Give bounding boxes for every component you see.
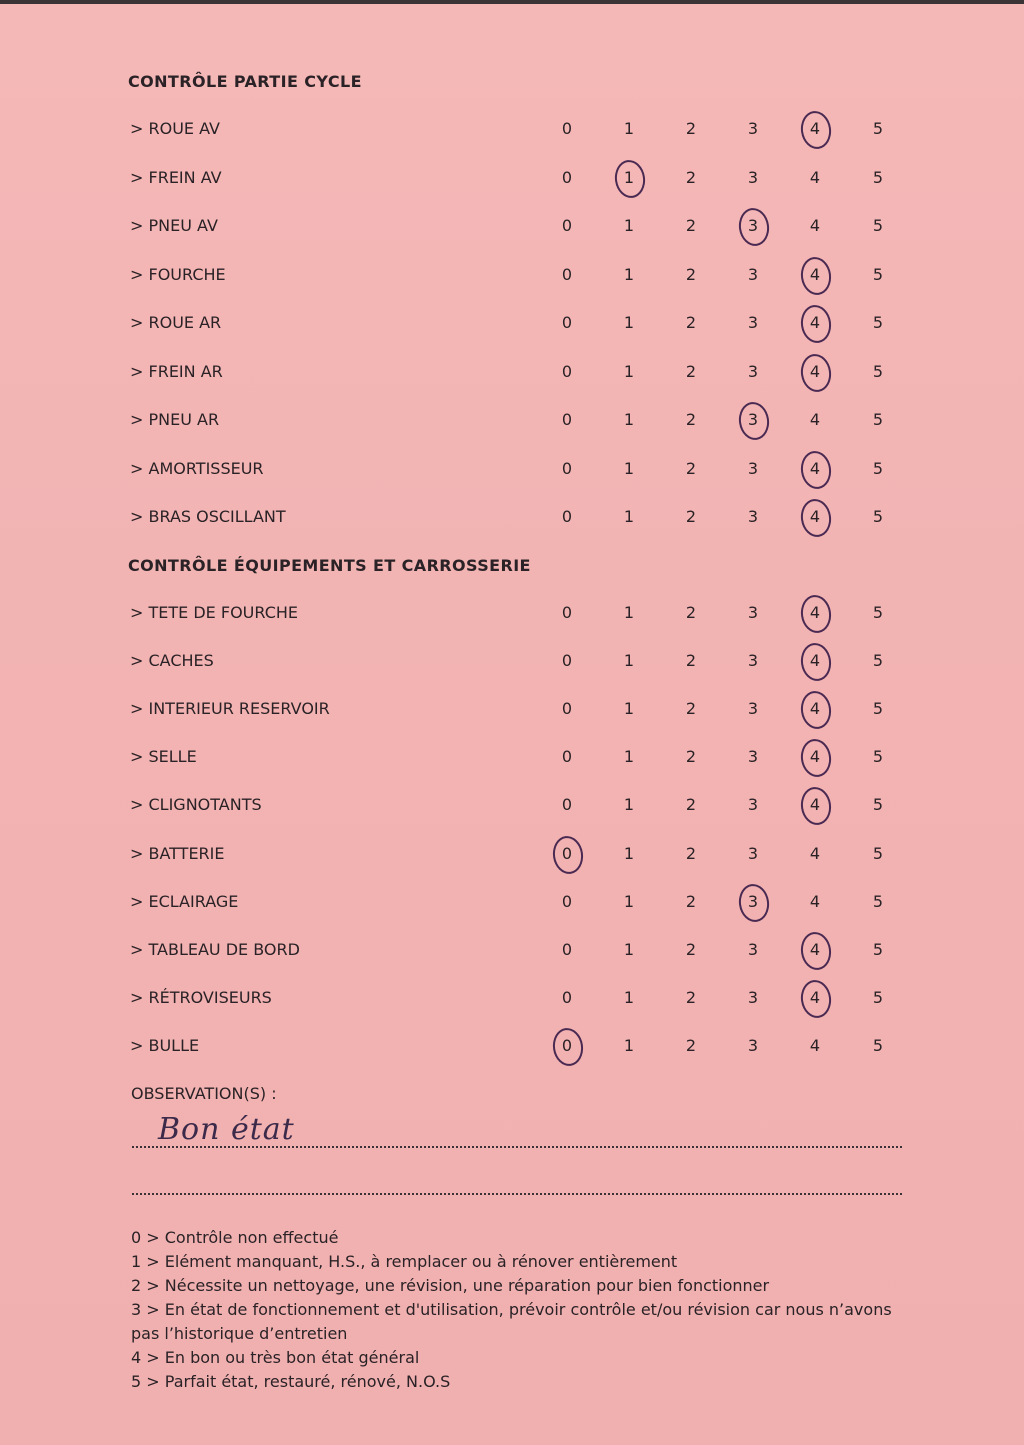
rating-row-label: > INTERIEUR RESERVOIR xyxy=(130,699,330,719)
rating-row-label: > BRAS OSCILLANT xyxy=(130,507,286,526)
rating-option-5[interactable] xyxy=(863,114,893,144)
rating-option-2[interactable] xyxy=(676,935,706,965)
rating-option-value: 2 xyxy=(685,795,697,815)
rating-option-0[interactable] xyxy=(552,308,582,338)
rating-option-5[interactable] xyxy=(863,694,893,724)
rating-option-value: 3 xyxy=(747,264,759,284)
rating-option-3[interactable] xyxy=(738,163,768,193)
rating-option-value: 1 xyxy=(623,987,635,1007)
rating-option-3[interactable] xyxy=(738,839,768,869)
rating-option-value: 3 xyxy=(747,216,759,235)
rating-option-1[interactable] xyxy=(614,405,644,435)
rating-option-1[interactable] xyxy=(614,983,644,1013)
rating-row-label: > PNEU AR xyxy=(130,410,220,429)
rating-row xyxy=(0,260,1024,290)
rating-option-value: 3 xyxy=(747,651,759,671)
rating-option-0[interactable] xyxy=(552,454,582,484)
rating-option-value: 2 xyxy=(685,410,697,429)
rating-option-2[interactable] xyxy=(676,114,706,144)
rating-option-value: 1 xyxy=(623,795,635,815)
rating-option-value: 1 xyxy=(623,458,635,478)
rating-row xyxy=(0,694,1024,724)
rating-option-value: 4 xyxy=(809,264,821,284)
rating-option-value: 2 xyxy=(685,507,697,526)
rating-option-4[interactable] xyxy=(800,114,830,144)
rating-option-5[interactable] xyxy=(863,935,893,965)
rating-option-value: 5 xyxy=(872,843,884,863)
rating-option-1[interactable] xyxy=(614,742,644,772)
rating-option-value: 2 xyxy=(685,939,697,959)
rating-row-label: > PNEU AV xyxy=(130,216,218,235)
rating-option-value: 1 xyxy=(623,167,635,187)
rating-option-value: 5 xyxy=(872,987,884,1007)
rating-option-3[interactable] xyxy=(738,935,768,965)
rating-row xyxy=(0,598,1024,628)
rating-option-value: 2 xyxy=(685,651,697,671)
rating-option-value: 5 xyxy=(872,891,884,911)
rating-option-3[interactable] xyxy=(738,983,768,1013)
rating-option-value: 2 xyxy=(685,891,697,911)
rating-option-2[interactable] xyxy=(676,454,706,484)
rating-row-label: > TETE DE FOURCHE xyxy=(130,603,298,622)
rating-option-value: 5 xyxy=(872,361,884,381)
rating-row-label: > ECLAIRAGE xyxy=(130,891,239,911)
rating-row-label: > ROUE AV xyxy=(130,119,220,138)
rating-option-0[interactable] xyxy=(552,935,582,965)
rating-option-value: 3 xyxy=(747,507,759,526)
rating-option-value: 2 xyxy=(685,747,697,767)
rating-option-1[interactable] xyxy=(614,887,644,917)
rating-option-2[interactable] xyxy=(676,598,706,628)
rating-option-4[interactable] xyxy=(800,694,830,724)
rating-option-value: 5 xyxy=(872,313,884,332)
rating-option-3[interactable] xyxy=(738,887,768,917)
rating-option-value: 2 xyxy=(685,361,697,381)
rating-option-2[interactable] xyxy=(676,1031,706,1061)
rating-option-5[interactable] xyxy=(863,839,893,869)
rating-option-1[interactable] xyxy=(614,935,644,965)
rating-option-2[interactable] xyxy=(676,790,706,820)
rating-option-value: 1 xyxy=(623,891,635,911)
rating-option-value: 2 xyxy=(685,987,697,1007)
rating-option-5[interactable] xyxy=(863,502,893,532)
section-title-equipment: CONTRÔLE ÉQUIPEMENTS ET CARROSSERIE xyxy=(128,556,531,575)
rating-row xyxy=(0,1031,1024,1061)
rating-option-value: 5 xyxy=(872,264,884,284)
rating-legend xyxy=(131,1226,911,1394)
rating-option-value: 4 xyxy=(809,458,821,478)
rating-option-4[interactable] xyxy=(800,405,830,435)
rating-option-value: 4 xyxy=(809,216,821,235)
rating-option-5[interactable] xyxy=(863,790,893,820)
rating-option-3[interactable] xyxy=(738,211,768,241)
rating-option-value: 3 xyxy=(747,603,759,622)
rating-option-2[interactable] xyxy=(676,502,706,532)
rating-option-value: 1 xyxy=(623,699,635,719)
rating-option-value: 3 xyxy=(747,891,759,911)
rating-option-4[interactable] xyxy=(800,935,830,965)
rating-option-2[interactable] xyxy=(676,211,706,241)
rating-row xyxy=(0,935,1024,965)
legend-item: 3 > En état de fonctionnement et d'utilisation, prévoir contrôle et/ou révision car nous n’avons pas l’historique d’entretien xyxy=(131,1300,892,1343)
rating-option-value: 4 xyxy=(809,313,821,332)
rating-option-3[interactable] xyxy=(738,114,768,144)
rating-option-value: 3 xyxy=(747,747,759,767)
rating-row-label: > AMORTISSEUR xyxy=(130,458,264,478)
rating-option-2[interactable] xyxy=(676,163,706,193)
rating-option-3[interactable] xyxy=(738,646,768,676)
rating-option-2[interactable] xyxy=(676,742,706,772)
rating-row-label: > CACHES xyxy=(130,651,214,671)
rating-option-value: 1 xyxy=(623,361,635,381)
rating-option-value: 3 xyxy=(747,795,759,815)
rating-option-value: 4 xyxy=(809,167,821,187)
rating-option-value: 4 xyxy=(809,843,821,863)
rating-option-value: 0 xyxy=(561,264,573,284)
rating-option-5[interactable] xyxy=(863,260,893,290)
rating-option-3[interactable] xyxy=(738,502,768,532)
rating-option-value: 0 xyxy=(561,747,573,767)
rating-option-3[interactable] xyxy=(738,405,768,435)
rating-option-3[interactable] xyxy=(738,790,768,820)
rating-row xyxy=(0,790,1024,820)
rating-option-5[interactable] xyxy=(863,357,893,387)
rating-option-value: 2 xyxy=(685,699,697,719)
rating-option-1[interactable] xyxy=(614,502,644,532)
rating-option-value: 5 xyxy=(872,747,884,767)
rating-option-value: 0 xyxy=(561,795,573,815)
rating-option-value: 4 xyxy=(809,795,821,815)
rating-option-value: 3 xyxy=(747,361,759,381)
rating-option-0[interactable] xyxy=(552,983,582,1013)
rating-row xyxy=(0,887,1024,917)
rating-row-label: > CLIGNOTANTS xyxy=(130,795,262,815)
rating-option-5[interactable] xyxy=(863,308,893,338)
rating-option-3[interactable] xyxy=(738,694,768,724)
rating-option-4[interactable] xyxy=(800,742,830,772)
rating-option-0[interactable] xyxy=(552,598,582,628)
rating-row xyxy=(0,983,1024,1013)
rating-option-2[interactable] xyxy=(676,646,706,676)
rating-option-value: 2 xyxy=(685,313,697,332)
rating-option-2[interactable] xyxy=(676,839,706,869)
rating-option-3[interactable] xyxy=(738,742,768,772)
rating-option-value: 0 xyxy=(561,603,573,622)
observations-handwritten-text: Bon état xyxy=(158,1112,295,1147)
rating-option-4[interactable] xyxy=(800,839,830,869)
rating-option-value: 5 xyxy=(872,507,884,526)
rating-option-4[interactable] xyxy=(800,308,830,338)
rating-option-value: 0 xyxy=(561,167,573,187)
rating-option-5[interactable] xyxy=(863,1031,893,1061)
legend-item: 4 > En bon ou très bon état général xyxy=(131,1348,420,1367)
rating-row-label: > FREIN AR xyxy=(130,361,223,381)
legend-item: 2 > Nécessite un nettoyage, une révision, une réparation pour bien fonctionner xyxy=(131,1276,770,1295)
rating-option-value: 2 xyxy=(685,843,697,863)
rating-option-value: 2 xyxy=(685,119,697,138)
rating-option-5[interactable] xyxy=(863,742,893,772)
rating-option-value: 0 xyxy=(561,313,573,332)
rating-option-4[interactable] xyxy=(800,983,830,1013)
rating-option-3[interactable] xyxy=(738,308,768,338)
rating-option-value: 4 xyxy=(809,987,821,1007)
rating-option-5[interactable] xyxy=(863,887,893,917)
rating-option-5[interactable] xyxy=(863,983,893,1013)
rating-option-4[interactable] xyxy=(800,260,830,290)
rating-option-value: 0 xyxy=(561,119,573,138)
rating-option-value: 0 xyxy=(561,699,573,719)
rating-option-2[interactable] xyxy=(676,357,706,387)
rating-option-0[interactable] xyxy=(552,887,582,917)
rating-option-3[interactable] xyxy=(738,454,768,484)
rating-row-label: > BULLE xyxy=(130,1035,200,1055)
rating-option-value: 3 xyxy=(747,843,759,863)
rating-option-4[interactable] xyxy=(800,357,830,387)
rating-row-label: > BATTERIE xyxy=(130,843,225,863)
rating-option-2[interactable] xyxy=(676,694,706,724)
rating-option-4[interactable] xyxy=(800,211,830,241)
rating-option-4[interactable] xyxy=(800,163,830,193)
rating-option-1[interactable] xyxy=(614,1031,644,1061)
rating-option-3[interactable] xyxy=(738,357,768,387)
rating-option-value: 0 xyxy=(561,361,573,381)
legend-item: 5 > Parfait état, restauré, rénové, N.O.S xyxy=(131,1372,451,1391)
rating-option-0[interactable] xyxy=(552,357,582,387)
rating-option-0[interactable] xyxy=(552,742,582,772)
rating-option-5[interactable] xyxy=(863,405,893,435)
rating-option-value: 2 xyxy=(685,216,697,235)
rating-option-1[interactable] xyxy=(614,694,644,724)
rating-option-1[interactable] xyxy=(614,598,644,628)
rating-option-value: 1 xyxy=(623,264,635,284)
rating-option-1[interactable] xyxy=(614,211,644,241)
rating-option-value: 4 xyxy=(809,361,821,381)
rating-option-value: 3 xyxy=(747,1035,759,1055)
rating-row xyxy=(0,357,1024,387)
rating-option-0[interactable] xyxy=(552,114,582,144)
rating-option-2[interactable] xyxy=(676,983,706,1013)
rating-option-value: 4 xyxy=(809,603,821,622)
rating-option-value: 5 xyxy=(872,216,884,235)
rating-option-value: 0 xyxy=(561,891,573,911)
rating-option-1[interactable] xyxy=(614,114,644,144)
rating-option-value: 2 xyxy=(685,458,697,478)
rating-option-value: 1 xyxy=(623,747,635,767)
rating-row xyxy=(0,839,1024,869)
rating-option-value: 0 xyxy=(561,216,573,235)
rating-option-2[interactable] xyxy=(676,308,706,338)
rating-option-value: 4 xyxy=(809,891,821,911)
rating-option-1[interactable] xyxy=(614,454,644,484)
rating-option-value: 5 xyxy=(872,1035,884,1055)
rating-option-4[interactable] xyxy=(800,887,830,917)
rating-option-0[interactable] xyxy=(552,694,582,724)
rating-row xyxy=(0,646,1024,676)
rating-row xyxy=(0,163,1024,193)
rating-option-5[interactable] xyxy=(863,454,893,484)
section-title-cycle: CONTRÔLE PARTIE CYCLE xyxy=(128,72,362,91)
rating-option-2[interactable] xyxy=(676,887,706,917)
rating-option-value: 0 xyxy=(561,1035,573,1055)
rating-option-5[interactable] xyxy=(863,163,893,193)
rating-option-1[interactable] xyxy=(614,839,644,869)
rating-option-value: 0 xyxy=(561,651,573,671)
rating-row xyxy=(0,502,1024,532)
rating-option-5[interactable] xyxy=(863,646,893,676)
rating-option-value: 0 xyxy=(561,458,573,478)
rating-option-value: 1 xyxy=(623,1035,635,1055)
rating-row-label: > RÉTROVISEURS xyxy=(130,987,272,1007)
rating-row xyxy=(0,308,1024,338)
rating-row xyxy=(0,454,1024,484)
rating-option-value: 3 xyxy=(747,699,759,719)
rating-option-value: 3 xyxy=(747,458,759,478)
rating-option-value: 1 xyxy=(623,507,635,526)
rating-option-value: 4 xyxy=(809,507,821,526)
rating-option-0[interactable] xyxy=(552,260,582,290)
rating-option-value: 1 xyxy=(623,939,635,959)
rating-option-value: 0 xyxy=(561,410,573,429)
rating-option-value: 4 xyxy=(809,119,821,138)
rating-option-value: 4 xyxy=(809,747,821,767)
rating-option-4[interactable] xyxy=(800,790,830,820)
rating-option-value: 4 xyxy=(809,410,821,429)
rating-row-label: > TABLEAU DE BORD xyxy=(130,939,300,959)
rating-option-value: 4 xyxy=(809,939,821,959)
rating-option-0[interactable] xyxy=(552,839,582,869)
legend-item: 1 > Elément manquant, H.S., à remplacer ou à rénover entièrement xyxy=(131,1252,678,1271)
rating-row xyxy=(0,211,1024,241)
observation-line-2 xyxy=(132,1191,902,1195)
rating-option-value: 3 xyxy=(747,167,759,187)
rating-option-value: 5 xyxy=(872,458,884,478)
rating-option-3[interactable] xyxy=(738,1031,768,1061)
paper-top-edge xyxy=(0,0,1024,4)
rating-option-value: 0 xyxy=(561,939,573,959)
rating-option-value: 2 xyxy=(685,1035,697,1055)
rating-option-value: 5 xyxy=(872,410,884,429)
rating-option-5[interactable] xyxy=(863,598,893,628)
rating-option-value: 1 xyxy=(623,651,635,671)
rating-option-value: 4 xyxy=(809,1035,821,1055)
rating-option-value: 5 xyxy=(872,651,884,671)
rating-option-value: 5 xyxy=(872,119,884,138)
rating-option-4[interactable] xyxy=(800,598,830,628)
rating-option-0[interactable] xyxy=(552,646,582,676)
rating-option-2[interactable] xyxy=(676,260,706,290)
rating-option-2[interactable] xyxy=(676,405,706,435)
rating-option-3[interactable] xyxy=(738,598,768,628)
rating-option-value: 3 xyxy=(747,313,759,332)
rating-option-0[interactable] xyxy=(552,405,582,435)
rating-option-4[interactable] xyxy=(800,1031,830,1061)
rating-row-label: > SELLE xyxy=(130,747,197,767)
rating-option-value: 4 xyxy=(809,651,821,671)
rating-option-4[interactable] xyxy=(800,646,830,676)
rating-option-value: 3 xyxy=(747,410,759,429)
rating-option-value: 3 xyxy=(747,939,759,959)
rating-option-value: 5 xyxy=(872,939,884,959)
rating-option-value: 0 xyxy=(561,507,573,526)
rating-option-3[interactable] xyxy=(738,260,768,290)
rating-option-value: 5 xyxy=(872,795,884,815)
rating-option-value: 1 xyxy=(623,216,635,235)
rating-option-value: 1 xyxy=(623,843,635,863)
rating-row-label: > FOURCHE xyxy=(130,264,226,284)
rating-option-value: 0 xyxy=(561,843,573,863)
rating-option-value: 1 xyxy=(623,313,635,332)
rating-row xyxy=(0,405,1024,435)
rating-option-4[interactable] xyxy=(800,502,830,532)
rating-option-5[interactable] xyxy=(863,211,893,241)
rating-option-value: 0 xyxy=(561,987,573,1007)
rating-option-1[interactable] xyxy=(614,308,644,338)
rating-option-value: 4 xyxy=(809,699,821,719)
rating-option-4[interactable] xyxy=(800,454,830,484)
rating-option-value: 5 xyxy=(872,699,884,719)
rating-option-1[interactable] xyxy=(614,357,644,387)
rating-option-0[interactable] xyxy=(552,1031,582,1061)
rating-option-1[interactable] xyxy=(614,260,644,290)
rating-option-0[interactable] xyxy=(552,502,582,532)
rating-option-0[interactable] xyxy=(552,790,582,820)
rating-row xyxy=(0,114,1024,144)
rating-option-value: 3 xyxy=(747,119,759,138)
legend-item: 0 > Contrôle non effectué xyxy=(131,1228,339,1247)
rating-option-value: 2 xyxy=(685,603,697,622)
rating-row xyxy=(0,742,1024,772)
rating-option-1[interactable] xyxy=(614,163,644,193)
rating-option-1[interactable] xyxy=(614,646,644,676)
rating-option-value: 5 xyxy=(872,603,884,622)
rating-option-0[interactable] xyxy=(552,163,582,193)
rating-option-value: 1 xyxy=(623,603,635,622)
rating-option-1[interactable] xyxy=(614,790,644,820)
rating-option-value: 1 xyxy=(623,410,635,429)
observations-label: OBSERVATION(S) : xyxy=(131,1084,277,1103)
rating-row-label: > FREIN AV xyxy=(130,167,222,187)
rating-option-value: 2 xyxy=(685,167,697,187)
rating-option-value: 3 xyxy=(747,987,759,1007)
rating-option-value: 2 xyxy=(685,264,697,284)
observation-line-1 xyxy=(132,1144,902,1148)
rating-option-value: 1 xyxy=(623,119,635,138)
rating-row-label: > ROUE AR xyxy=(130,313,222,332)
rating-option-value: 5 xyxy=(872,167,884,187)
rating-option-0[interactable] xyxy=(552,211,582,241)
